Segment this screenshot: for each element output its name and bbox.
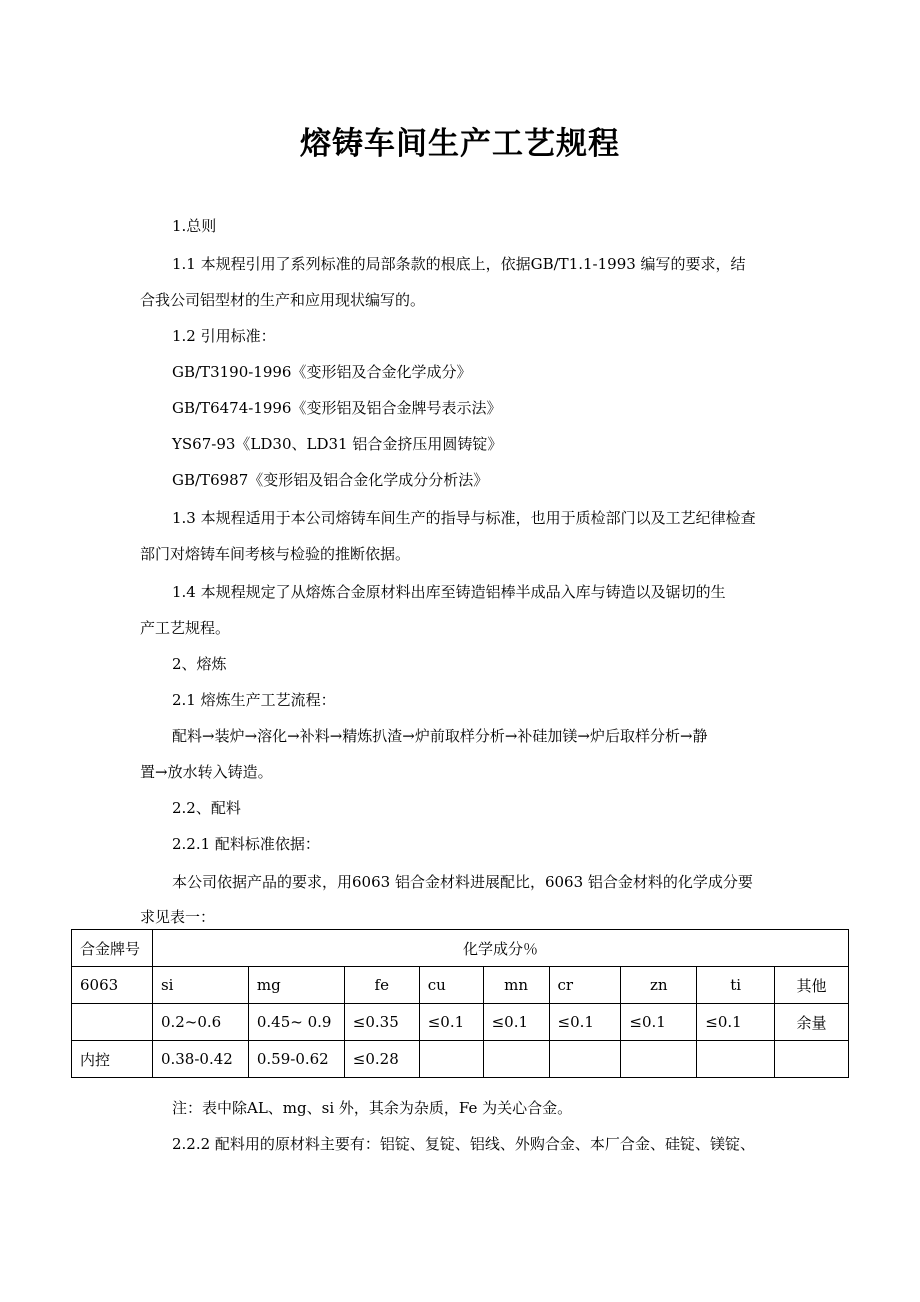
table-note: 注：表中除AL、mg、si 外，其余为杂质，Fe 为关心合金。 [172, 1099, 573, 1117]
paragraph: 2.2.2 配料用的原材料主要有：铝锭、复锭、铝线、外购合金、本厂合金、硅锭、镁锭、 [172, 1135, 755, 1153]
table-cell: ≤0.1 [419, 1004, 483, 1041]
document-title: 熔铸车间生产工艺规程 [300, 126, 620, 162]
table-cell: 0.45~ 0.9 [248, 1004, 344, 1041]
table-cell [419, 1041, 483, 1078]
table-cell: 内控 [72, 1041, 153, 1078]
section-heading: 1.2 引用标准： [172, 327, 276, 345]
standard-reference: GB/T3190-1996《变形铝及合金化学成分》 [172, 363, 472, 381]
table-cell: 6063 [72, 967, 153, 1004]
table-cell: si [152, 967, 248, 1004]
table-cell: ≤0.1 [549, 1004, 621, 1041]
table-cell: ≤0.1 [621, 1004, 697, 1041]
paragraph-continuation: 部门对熔铸车间考核与检验的推断依据。 [140, 545, 411, 563]
section-heading: 2、熔炼 [172, 655, 227, 673]
table-header-row [72, 930, 849, 967]
table-cell: ≤0.1 [697, 1004, 775, 1041]
standard-reference: GB/T6987《变形铝及铝合金化学成分分析法》 [172, 471, 489, 489]
paragraph: 1.1 本规程引用了系列标准的局部条款的根底上，依据GB/T1.1-1993 编写的要求，结 [172, 255, 746, 273]
paragraph: 1.3 本规程适用于本公司熔铸车间生产的指导与标准，也用于质检部门以及工艺纪律检查 [172, 509, 756, 527]
standard-reference: GB/T6474-1996《变形铝及铝合金牌号表示法》 [172, 399, 502, 417]
table-cell: ≤0.35 [344, 1004, 419, 1041]
table-header-cell: 合金牌号 [72, 930, 153, 967]
table-cell: 其他 [775, 967, 849, 1004]
table-cell: 0.59-0.62 [248, 1041, 344, 1078]
table-cell: ti [697, 967, 775, 1004]
table-cell: 0.38-0.42 [152, 1041, 248, 1078]
table-cell: mn [483, 967, 549, 1004]
table-cell: zn [621, 967, 697, 1004]
section-heading: 2.1 熔炼生产工艺流程： [172, 691, 336, 709]
table-cell: mg [248, 967, 344, 1004]
section-heading: 1.总则 [172, 217, 217, 235]
table-cell: ≤0.28 [344, 1041, 419, 1078]
paragraph-continuation: 合我公司铝型材的生产和应用现状编写的。 [140, 291, 426, 309]
table-cell [483, 1041, 549, 1078]
table-cell: cu [419, 967, 483, 1004]
table-cell [72, 1004, 153, 1041]
paragraph: 本公司依据产品的要求，用6063 铝合金材料进展配比，6063 铝合金材料的化学成分要 [172, 873, 753, 891]
table-cell [775, 1041, 849, 1078]
table-cell [621, 1041, 697, 1078]
paragraph-continuation: 产工艺规程。 [140, 619, 231, 637]
table-cell: cr [549, 967, 621, 1004]
section-heading: 2.2.1 配料标准依据： [172, 835, 320, 853]
table-cell: 余量 [775, 1004, 849, 1041]
table-cell: ≤0.1 [483, 1004, 549, 1041]
table-cell: fe [344, 967, 419, 1004]
table-row [72, 1004, 849, 1041]
paragraph: 1.4 本规程规定了从熔炼合金原材料出库至铸造铝棒半成品入库与铸造以及锯切的生 [172, 583, 726, 601]
table-row [72, 1041, 849, 1078]
process-flow-continuation: 置→放水转入铸造。 [140, 763, 273, 781]
table-header-cell: 化学成分％ [152, 930, 848, 967]
table-cell: 0.2~0.6 [152, 1004, 248, 1041]
table-cell [697, 1041, 775, 1078]
process-flow: 配料→装炉→溶化→补料→精炼扒渣→炉前取样分析→补硅加镁→炉后取样分析→静 [172, 727, 708, 745]
composition-table [71, 929, 849, 1078]
section-heading: 2.2、配料 [172, 799, 241, 817]
table-row [72, 967, 849, 1004]
table-cell [549, 1041, 621, 1078]
standard-reference: YS67-93《LD30、LD31 铝合金挤压用圆铸锭》 [172, 435, 503, 453]
paragraph-continuation: 求见表一： [140, 908, 216, 926]
